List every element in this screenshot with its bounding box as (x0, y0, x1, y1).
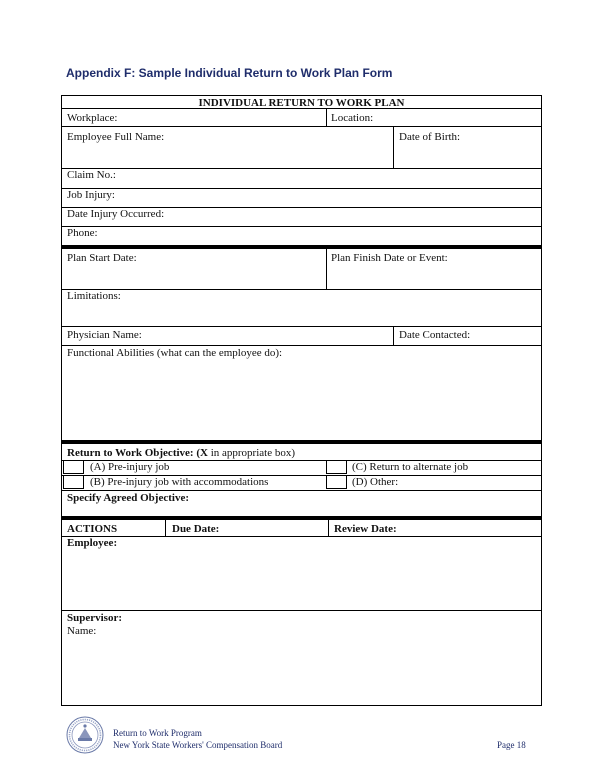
section-divider (62, 440, 541, 444)
objective-heading: Return to Work Objective: (X in appropriate box) (67, 447, 296, 459)
plan-finish-label: Plan Finish Date or Event: (331, 252, 448, 264)
rule (62, 226, 541, 227)
rule (62, 536, 541, 537)
column-divider (326, 108, 327, 126)
rule (62, 126, 541, 127)
plan-start-label: Plan Start Date: (67, 252, 137, 264)
column-divider (165, 520, 166, 536)
phone-label: Phone: (67, 227, 98, 239)
form-title: INDIVIDUAL RETURN TO WORK PLAN (198, 97, 405, 109)
column-divider (326, 245, 327, 289)
rule (62, 188, 541, 189)
column-divider (328, 520, 329, 536)
physician-label: Physician Name: (67, 329, 142, 341)
location-label: Location: (331, 112, 374, 124)
supervisor-section-label: Supervisor: (67, 612, 122, 624)
nys-seal-icon (66, 716, 104, 754)
option-c-label: (C) Return to alternate job (352, 461, 469, 473)
option-d-label: (D) Other: (352, 476, 399, 488)
rule (62, 345, 541, 346)
actions-header: ACTIONS (67, 523, 118, 535)
workplace-label: Workplace: (67, 112, 118, 124)
checkbox-d[interactable] (326, 475, 347, 489)
footer-program: Return to Work Program (113, 728, 202, 738)
review-date-header: Review Date: (334, 523, 397, 535)
employee-name-label: Employee Full Name: (67, 131, 165, 143)
footer-board: New York State Workers' Compensation Board (113, 740, 283, 750)
checkbox-b[interactable] (63, 475, 84, 489)
due-date-header: Due Date: (172, 523, 220, 535)
rule (62, 610, 541, 611)
checkbox-a[interactable] (63, 460, 84, 474)
checkbox-c[interactable] (326, 460, 347, 474)
rule (62, 108, 541, 109)
date-contacted-label: Date Contacted: (399, 329, 471, 341)
limitations-label: Limitations: (67, 290, 121, 302)
supervisor-name-label: Name: (67, 625, 97, 637)
option-b-label: (B) Pre-injury job with accommodations (90, 476, 269, 488)
rule (62, 289, 541, 290)
column-divider (393, 126, 394, 168)
rule (62, 168, 541, 169)
return-to-work-form (61, 95, 542, 706)
rule (62, 326, 541, 327)
option-a-label: (A) Pre-injury job (90, 461, 170, 473)
section-divider (62, 516, 541, 520)
functional-abilities-label: Functional Abilities (what can the employee do): (67, 347, 283, 359)
appendix-heading: Appendix F: Sample Individual Return to Work Plan Form (66, 66, 393, 80)
employee-section-label: Employee: (67, 537, 118, 549)
claim-number-label: Claim No.: (67, 169, 116, 181)
section-divider (62, 245, 541, 249)
job-injury-label: Job Injury: (67, 189, 115, 201)
column-divider (393, 326, 394, 345)
date-of-birth-label: Date of Birth: (399, 131, 461, 143)
page-number: Page 18 (497, 740, 526, 750)
date-injury-label: Date Injury Occurred: (67, 208, 165, 220)
rule (62, 490, 541, 491)
specify-objective-label: Specify Agreed Objective: (67, 492, 189, 504)
